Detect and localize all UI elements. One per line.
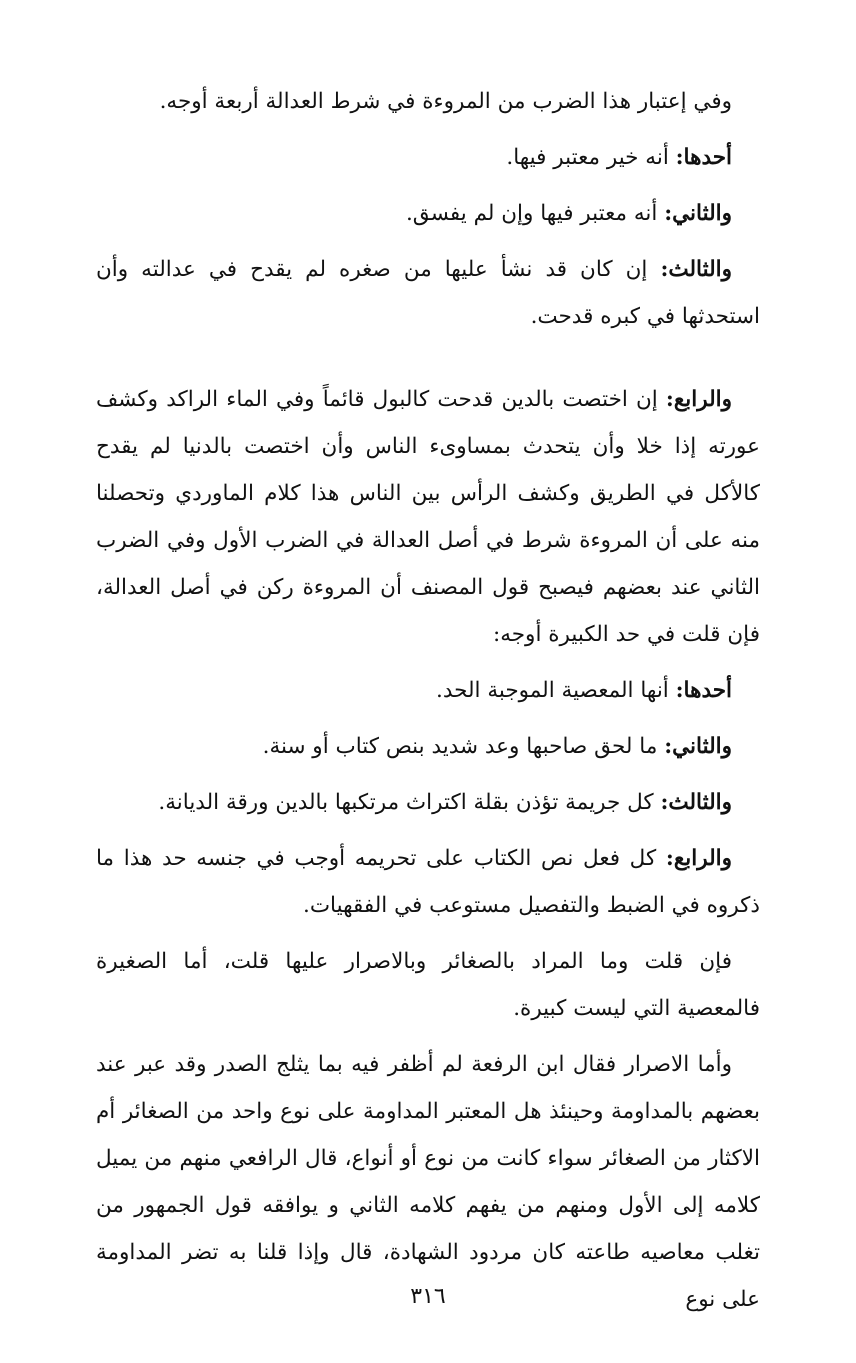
paragraph-lead: أحدها: xyxy=(675,678,732,703)
paragraph-text: كل فعل نص الكتاب على تحريمه أوجب في جنسه حد هذا ما ذكروه في الضبط والتفصيل مستوعب في الفقهيات. xyxy=(96,846,760,918)
paragraph-text: أنه خير معتبر فيها. xyxy=(506,145,676,170)
paragraph-4 xyxy=(96,246,760,340)
paragraph-10 xyxy=(96,938,760,1032)
paragraph-text: إن كان قد نشأ عليها من صغره لم يقدح في عدالته وأن استحدثها في كبره قدحت. xyxy=(96,257,760,329)
paragraph-2 xyxy=(96,134,760,181)
paragraph-6 xyxy=(96,667,760,714)
paragraph-8 xyxy=(96,779,760,826)
paragraph-text: أنها المعصية الموجبة الحد. xyxy=(435,678,676,703)
paragraph-text: فإن قلت وما المراد بالصغائر وبالاصرار عليها قلت، أما الصغيرة فالمعصية التي ليست كبيرة. xyxy=(96,949,760,1021)
paragraph-text: وفي إعتبار هذا الضرب من المروءة في شرط العدالة أربعة أوجه. xyxy=(159,89,732,114)
paragraph-text: وأما الاصرار فقال ابن الرفعة لم أظفر فيه بما يثلج الصدر وقد عبر عند بعضهم بالمداومة وحينئذ هل المعتبر المداومة على نوع واحد من الصغائر أم الاكثار من الصغائر سواء كانت من نوع أو أنواع، قال الرافعي منهم من يميل كلامه إلى الأول ومنهم من يفهم كلامه الثاني و يوافقه قول الجمهور من تغلب معاصيه طاعته كان مردود الشهادة، قال وإذا قلنا به تضر المداومة على نوع xyxy=(96,1052,760,1312)
paragraph-lead: والرابع: xyxy=(665,846,732,871)
paragraph-lead: والثالث: xyxy=(660,257,732,282)
paragraph-5 xyxy=(96,376,760,658)
paragraph-lead: والرابع: xyxy=(665,387,732,412)
paragraph-lead: والثالث: xyxy=(660,790,732,815)
paragraph-text: أنه معتبر فيها وإن لم يفسق. xyxy=(405,201,665,226)
paragraph-lead: والثاني: xyxy=(664,734,732,759)
paragraph-lead: أحدها: xyxy=(675,145,732,170)
paragraph-text: إن اختصت بالدين قدحت كالبول قائماً وفي الماء الراكد وكشف عورته إذا خلا وأن يتحدث بمساوىء الناس وأن اختصت بالدنيا لم يقدح كالأكل في الطريق وكشف الرأس بين الناس هذا كلام الماوردي وتحصلنا منه على أن المروءة شرط في أصل العدالة في الضرب الأول وفي الضرب الثاني عند بعضهم فيصبح قول المصنف أن المروءة ركن في أصل العدالة، فإن قلت في حد الكبيرة أوجه: xyxy=(96,387,760,647)
paragraph-9 xyxy=(96,835,760,929)
paragraph-3 xyxy=(96,190,760,237)
paragraph-lead: والثاني: xyxy=(664,201,732,226)
page-number: ٣١٦ xyxy=(410,1284,446,1309)
paragraph-7 xyxy=(96,723,760,770)
paragraph-11 xyxy=(96,1041,760,1323)
paragraph-text: كل جريمة تؤذن بقلة اكتراث مرتكبها بالدين ورقة الديانة. xyxy=(158,790,661,815)
paragraph-1 xyxy=(96,78,760,125)
paragraph-text: ما لحق صاحبها وعد شديد بنص كتاب أو سنة. xyxy=(262,734,665,759)
body-text xyxy=(96,78,760,1323)
